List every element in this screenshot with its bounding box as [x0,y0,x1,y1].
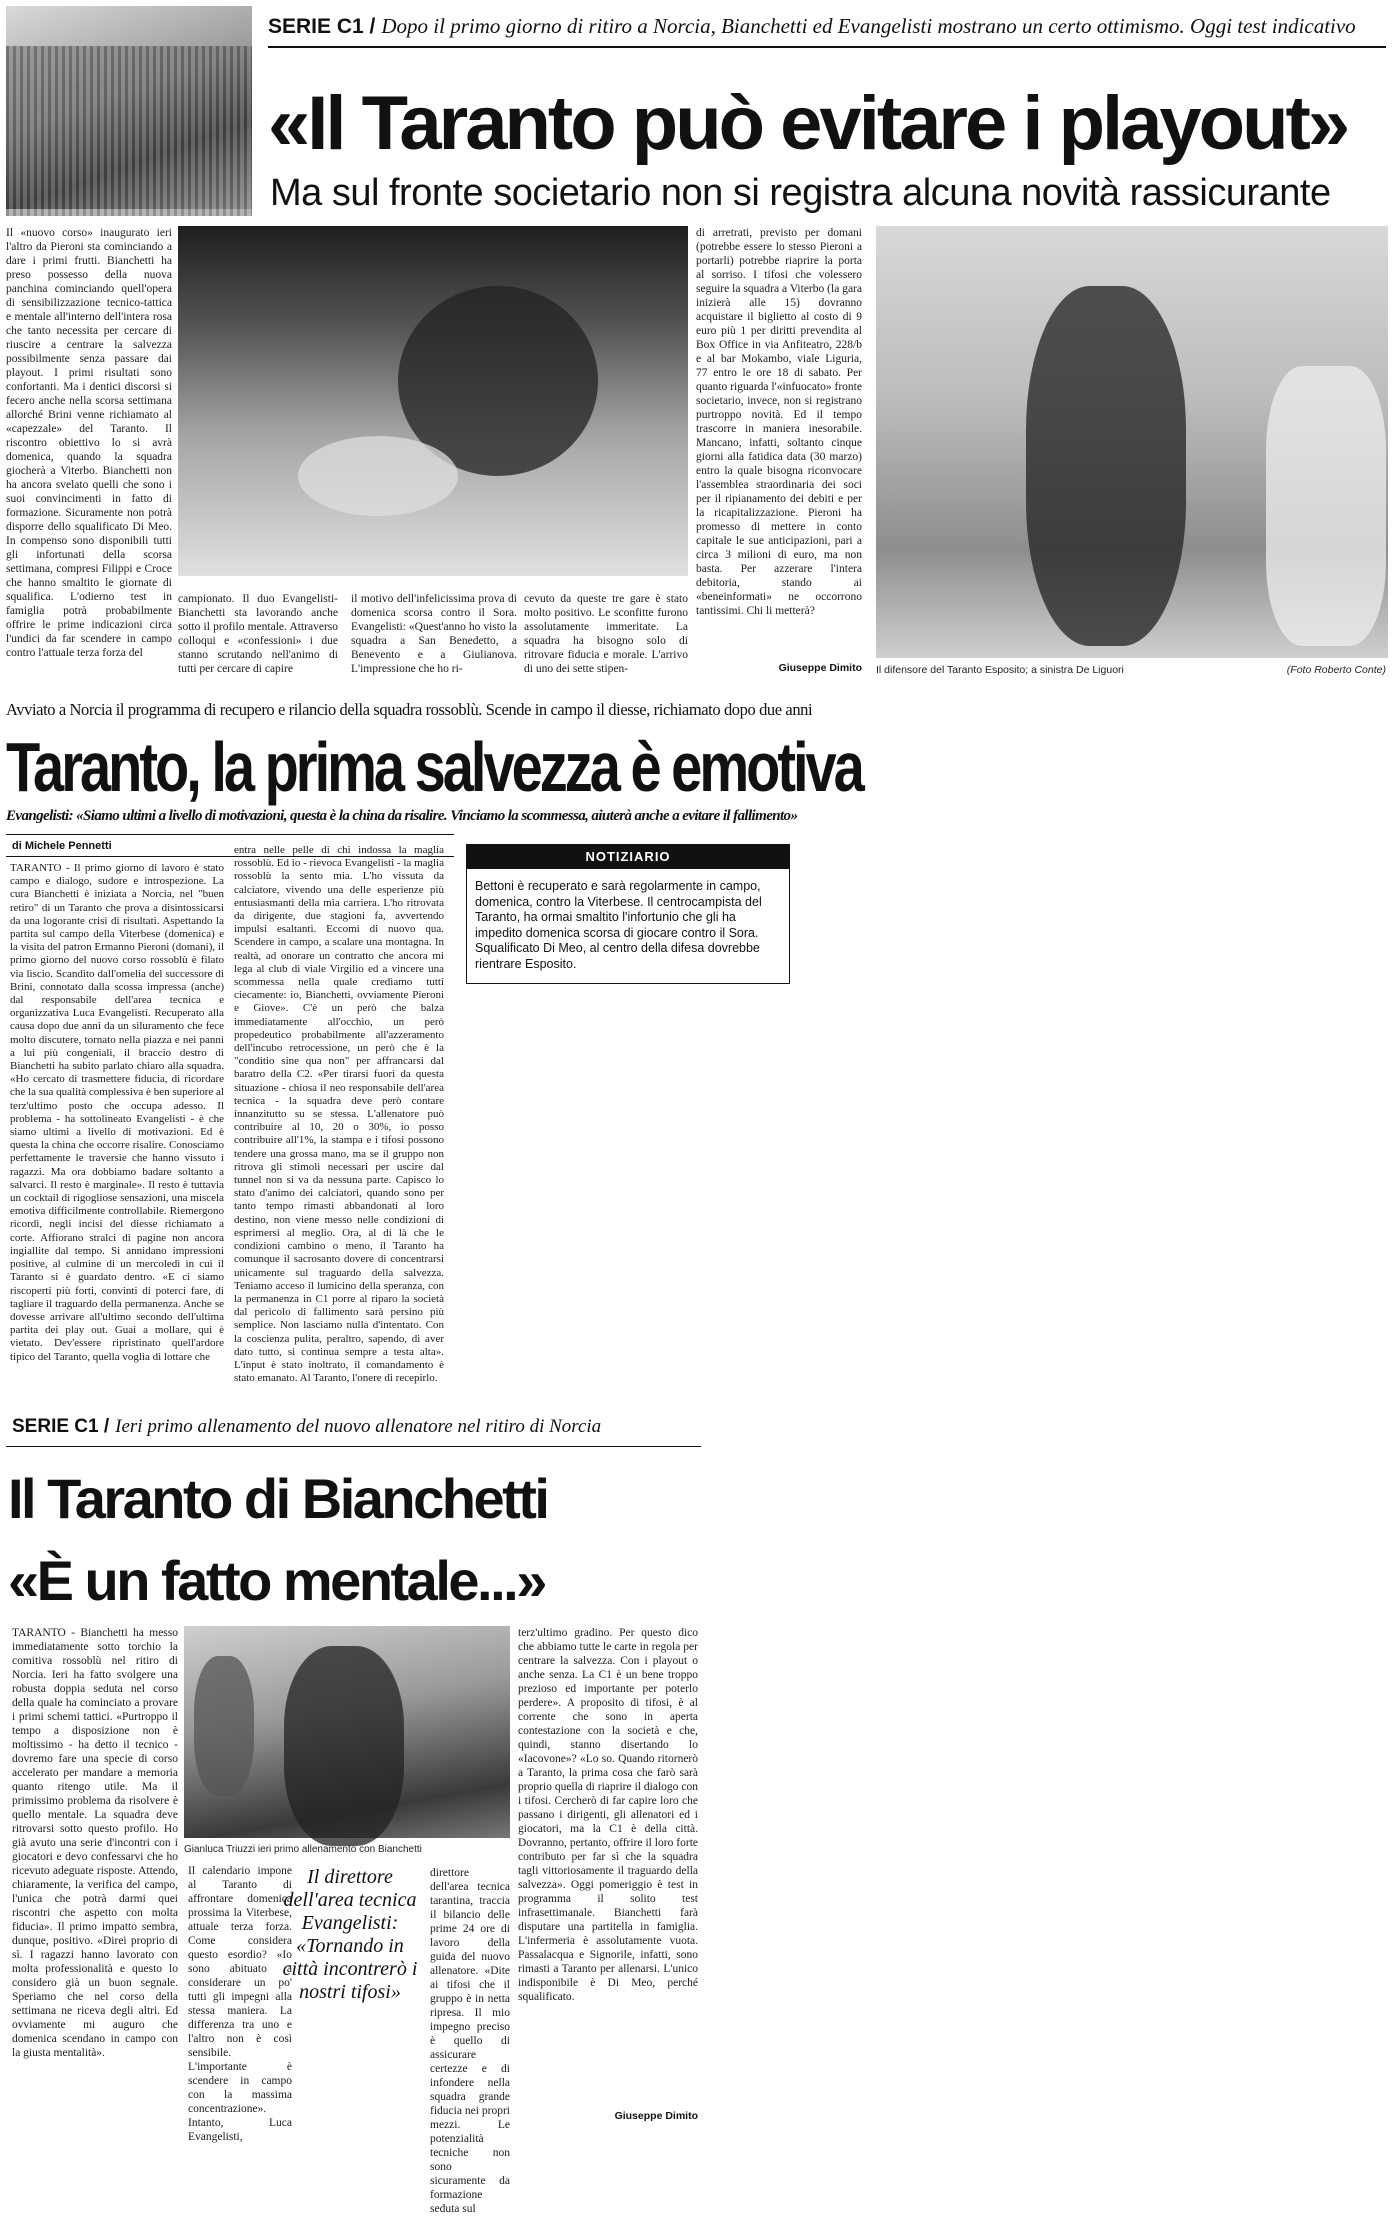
headline-line-2: «È un fatto mentale...» [8,1549,545,1612]
kicker: SERIE C1 / Ieri primo allenamento del nuovo allenatore nel ritiro di Norcia [12,1416,602,1437]
article-3-column-2: Il calendario impone al Taranto di affrontare domenica prossima la Viterbese, attuale terza forza. Come considera questo esordio? «Io sono abituato a considerare un po' tutti gli impegni alla stessa maniera. La differenza tra uno e l'altro non è così sensibile. L'importante è scendere in campo con la massima concentrazione». Intanto, Luca Evangelisti, [188,1865,292,2143]
box-text: Bettoni è recuperato e sarà regolarmente in campo, domenica, contro la Viterbese. Il centrocampista del Taranto, ha ormai smaltito l'infortunio che gli ha impedito domenica scorsa di giocare contro il Sora. Squalificato Di Meo, al centro della difesa dovrebbe rientrare Esposito. [475,879,762,971]
photo-caption: Il difensore del Taranto Esposito; a sinistra De Liguori [876,664,1124,676]
article-3-column-1: TARANTO - Bianchetti ha messo immediatamente sotto torchio la comitiva rossoblù nel ritiro di Norcia. Ieri ha fatto svolgere una robusta doppia seduta nel corso della quale ha cominciato a provare i primi schemi tattici. «Purtroppo il tempo a disposizione non è moltissimo - ha detto il tecnico - dovremo fare una specie di corso accelerato per mandare a memoria quanto ritengo utile. Ma il primissimo problema da risolvere è quello mentale. La squadra deve ritrovarsi sotto questo profilo. Ho già avuto una serie d'incontri con i giocatori e devo confessarvi che ho ricevuto adeguate risposte. Attendo, chiaramente, la verifica del campo, l'unica che potrà darmi quei riscontri che aspetto con molta fiducia». Il primo impatto sembra, dunque, positivo. «Direi proprio di sì. I ragazzi hanno lavorato con molta professionalità e questo lo considero già un buon segnale. Speriamo che nel corso della settimana ne riceva degli altri. Ed ovviamente mi auguro che domenica scendano in campo con la giusta mentalità». [12,1627,178,2059]
training-photo [184,1626,510,1838]
article-2-column-1: TARANTO - Il primo giorno di lavoro è stato campo e dialogo, sudore e introspezione. La cura Bianchetti è iniziata a Norcia, nel "buen retiro" di un Taranto che prova a disintossicarsi da una logorante crisi di risultati. Aspettando la partita sul campo della Viterbese (domenica) e la visita del patron Ermanno Pieroni (domani), il primo giorno del nuovo corso rossoblù è filato via liscio. Scandito dall'omelia del successore di Brini, connotato dalla scossa impressa (anche) dal responsabile dell'area tecnica e organizzativa Luca Evangelisti. Recuperato alla causa dopo due anni da un siluramento che fece molto discutere, tornato nella piazza e nei panni a lui più congeniali, il braccio destro di Bianchetti ha subito parlato chiaro alla squadra. «Ho cercato di trasmettere fiducia, di ricordare che la sua qualità complessiva è ben superiore al terz'ultimo posto che occupa adesso. Il problema - ha sottolineato Evangelisti - è che siamo ultimi a livello di motivazioni. Ed è questa la china che occorre risalire. Conosciamo perfettamente le traversie che hanno vissuto i ragazzi. Ma ora dobbiamo badare soltanto a salvarci. Il resto è marginale». Il resto è tuttavia un cocktail di rigogliose sensazioni, una miscela emotiva difficilmente controllabile. Riemergono ricordi, negli incisi del diesse richiamato a corte. Affiorano stralci di pagine non ancora ingiallite dal tempo. Si annidano impressioni positive, al culmine di un mercoledì in cui il Taranto si è guardato dentro. «E ci siamo riscoperti più forti, convinti di poterci fare, di tagliare il traguardo della permanenza. Anche se dovesse arrivare all'ultimo secondo dell'ultima partita dei play out. Guai a mollare, qui è vietato. Dev'essere ripristinato quell'ardore tipico del Taranto, quella voglia di lottare che [10,862,224,1363]
article-2-column-2: entra nelle pelle di chi indossa la maglia rossoblù. Ed io - rievoca Evangelisti - la maglia rossoblù la sento mia. L'ho vissuta da calciatore, vivendo una delle esperienze più entusiasmanti della mia carriera. L'ho ritrovata da dirigente, due stagioni fa, avvertendo impulsi esaltanti. Eccomi di nuovo qua. Scendere in campo, a scalare una montagna. In realtà, ad onorare un contratto che ancora mi lega al club di viale Virgilio ed a vincere una scommessa nella quale crediamo tutti ciecamente: io, Bianchetti, ovviamente Pieroni e Giove». C'è un però che balza immediatamente all'occhio, un però propedeutico probabilmente all'azzeramento dell'incubo retrocessione, un però che è la "conditio sine qua non" per affrancarsi dal baratro della C2. «Per tirarsi fuori da questa situazione - chiosa il neo responsabile dell'area tecnica - la squadra deve però contare innanzitutto su se stessa. L'allenatore può contribuire al 10, 20 o 30%, io posso contribuire all'1%, la stampa e i tifosi possono tendere una grossa mano, ma se il gruppo non ritrova gli stimoli necessari per uscire dal tunnel non si va da nessuna parte. Capisco lo stato d'animo dei calciatori, quando sono per tanto tempo rimasti abbandonati al loro destino, non viene messo nelle condizioni di esprimersi al meglio. Ora, al di là che le condizioni cambino o meno, il Taranto ha comunque il sacrosanto dovere di concentrarsi unicamente sul traguardo della salvezza. Teniamo acceso il lumicino della speranza, con la permanenza in C1 porre al riparo la società dal pericolo di fallimento sarà persino più semplice. Non lasciamo nulla d'intentato. Con la coscienza pulita, peraltro, sapendo, di aver dato tutto, si continua sempre a testa alta». L'input è stato inoltrato, il comandamento è stato emanato. Al Taranto, l'onere di recepirlo. [234,844,444,1385]
article-1-column-3: il motivo dell'infelicissima prova di domenica scorsa contro il Sora. Evangelisti: «Quest'anno ho visto la squadra a San Benedetto, a Benevento e a Giulianova. L'impressione che ho ri- [351,593,517,675]
stadium-photo [6,6,252,209]
kicker: SERIE C1 / Dopo il primo giorno di ritiro a Norcia, Bianchetti ed Evangelisti mostrano un certo ottimismo. Oggi test indicativo [268,14,1356,38]
headline: Taranto, la prima salvezza è emotiva [6,727,862,806]
article-3-column-4: terz'ultimo gradino. Per questo dico che abbiamo tutte le carte in regola per centrare la salvezza. Con i playout o anche senza. La C1 è un bene troppo prezioso ed importante per poterlo perdere». A proposito di tifosi, è al corrente che sono in aperta contestazione con la società e che, quindi, stanno disertando lo «Iacovone»? «Lo so. Quando ritornerò a Taranto, la prima cosa che farò sarà proprio quella di riaprire il dialogo con i tifosi. Cercherò di far capire loro che passano i dirigenti, gli allenatori ed i giocatori, ma la C1 è della città. Dovranno, pertanto, offrire il loro forte contributo per far sì che la squadra tagli vittoriosamente il traguardo della salvezza». Oggi pomeriggio è test in programma il solito test infrasettimanale. Bianchetti farà disputare una partitella in famiglia. L'infermeria è assolutamente vuota. Passalacqua e Signorile, infatti, sono rimasti a Taranto per allenarsi. L'unico indisponibile è Di Meo, perché squalificato. [518,1627,698,2003]
subheadline: Evangelisti: «Siamo ultimi a livello di motivazioni, questa è la china da risalire. Vinciamo la scommessa, aiuterà anche a evitare il fallimento» [6,808,798,824]
match-photo [178,226,688,576]
notiziario-box [466,844,790,984]
signature: Giuseppe Dimito [778,662,862,674]
box-title: NOTIZIARIO [467,845,789,869]
divider [6,834,454,835]
divider [268,46,1386,48]
headline-line-1: Il Taranto di Bianchetti [8,1467,548,1530]
article-1-column-1: Il «nuovo corso» inaugurato ieri l'altro da Pieroni sta cominciando a dare i primi frutti. Bianchetti ha preso possesso della nuova panchina cominciando quell'opera di sensibilizzazione tecnico-tattica e mentale all'interno dell'intera rosa che tanto necessita per cercare di riuscire a centrare la salvezza possibilmente senza passare dai playout. I primi risultati sono confortanti. Ma i dentici discorsi si fecero anche nella scorsa settimana allorché Brini venne richiamato al «capezzale» del Taranto. Il riscontro obiettivo lo si avrà domenica, quando la squadra giocherà a Viterbo. Bianchetti non ha ancora svelato quelli che sono i suoi convincimenti in fatto di formazione. Sicuramente non potrà disporre dello squalificato Di Meo. In compenso sono disponibili tutti gli infortunati della scorsa settimana, compresi Filippi e Croce che hanno smaltito le giornate di squalifica. L'odierno test in famiglia potrà probabilmente offrire le prime indicazioni circa l'undici da far scendere in campo contro l'attuale terza forza del [6,227,172,659]
photo-credit: (Foto Roberto Conte) [1286,664,1386,676]
subheadline: Ma sul fronte societario non si registra alcuna novità rassicurante [270,172,1331,214]
article-1-column-4: cevuto da queste tre gare è stato molto positivo. Le sconfitte furono assolutamente immeritate. La squadra ha bisogno solo di ritrovare fiducia e morale. L'arrivo di uno dei sette stipen- [524,593,688,675]
byline: di Michele Pennetti [12,840,112,852]
signature: Giuseppe Dimito [614,2110,698,2122]
player-photo [876,226,1388,658]
headline: «Il Taranto può evitare i playout» [268,81,1348,166]
divider [6,1446,701,1447]
article-1-column-5: di arretrati, previsto per domani (potrebbe essere lo stesso Pieroni a portarli) potrebbe riaprire la porta al sorriso. I tifosi che volessero seguire la squadra a Viterbo (la gara inizierà alle 15) dovranno acquistare il biglietto al costo di 9 euro più 1 per diritti prevendita al Box Office in via Anfiteatro, 228/b e al bar Mokambo, viale Liguria, 77 entro le ore 18 di sabato. Per quanto riguarda l'«infuocato» fronte societario, invece, non si registrano purtroppo novità. Ed il tempo trascorre in maniera inesorabile. Mancano, infatti, soltanto cinque giorni alla fatidica data (30 marzo) entro la quale bisogna riconvocare l'assemblea straordinaria dei soci per il ripianamento dei debiti e per la ricapitalizzazione. Pieroni ha promesso di mettere in conto capitale le sue anticipazioni, pari a circa 3 milioni di euro, ma non basta. Per azzerare l'intera debitoria, stando ai «beneinformati» ne occorrono tantissimi. Chi li metterà? [696,227,862,617]
kicker: Avviato a Norcia il programma di recupero e rilancio della squadra rossoblù. Scende in campo il diesse, richiamato dopo due anni [6,700,813,719]
article-3-column-3: direttore dell'area tecnica tarantina, traccia il bilancio delle prime 24 ore di lavoro della guida del nuovo allenatore. «Dite ai tifosi che il gruppo è in netta ripresa. Il mio impegno preciso è quello di assicurare certezze e di infondere nella squadra grande fiducia nei propri mezzi. Le potenzialità tecniche non sono sicuramente da formazione seduta sul [430,1867,510,2215]
photo-caption: Gianluca Triuzzi ieri primo allenamento con Bianchetti [184,1844,422,1855]
article-1-column-2: campionato. Il duo Evangelisti-Bianchetti sta lavorando anche sotto il profilo mentale. Attraverso colloqui e «confessioni» i due stanno scrutando nell'animo di tutti per cercare di capire [178,593,338,675]
pull-quote: Il direttore dell'area tecnica Evangelisti: «Tornando in città incontrerò i nostri tifosi» [282,1866,418,2003]
